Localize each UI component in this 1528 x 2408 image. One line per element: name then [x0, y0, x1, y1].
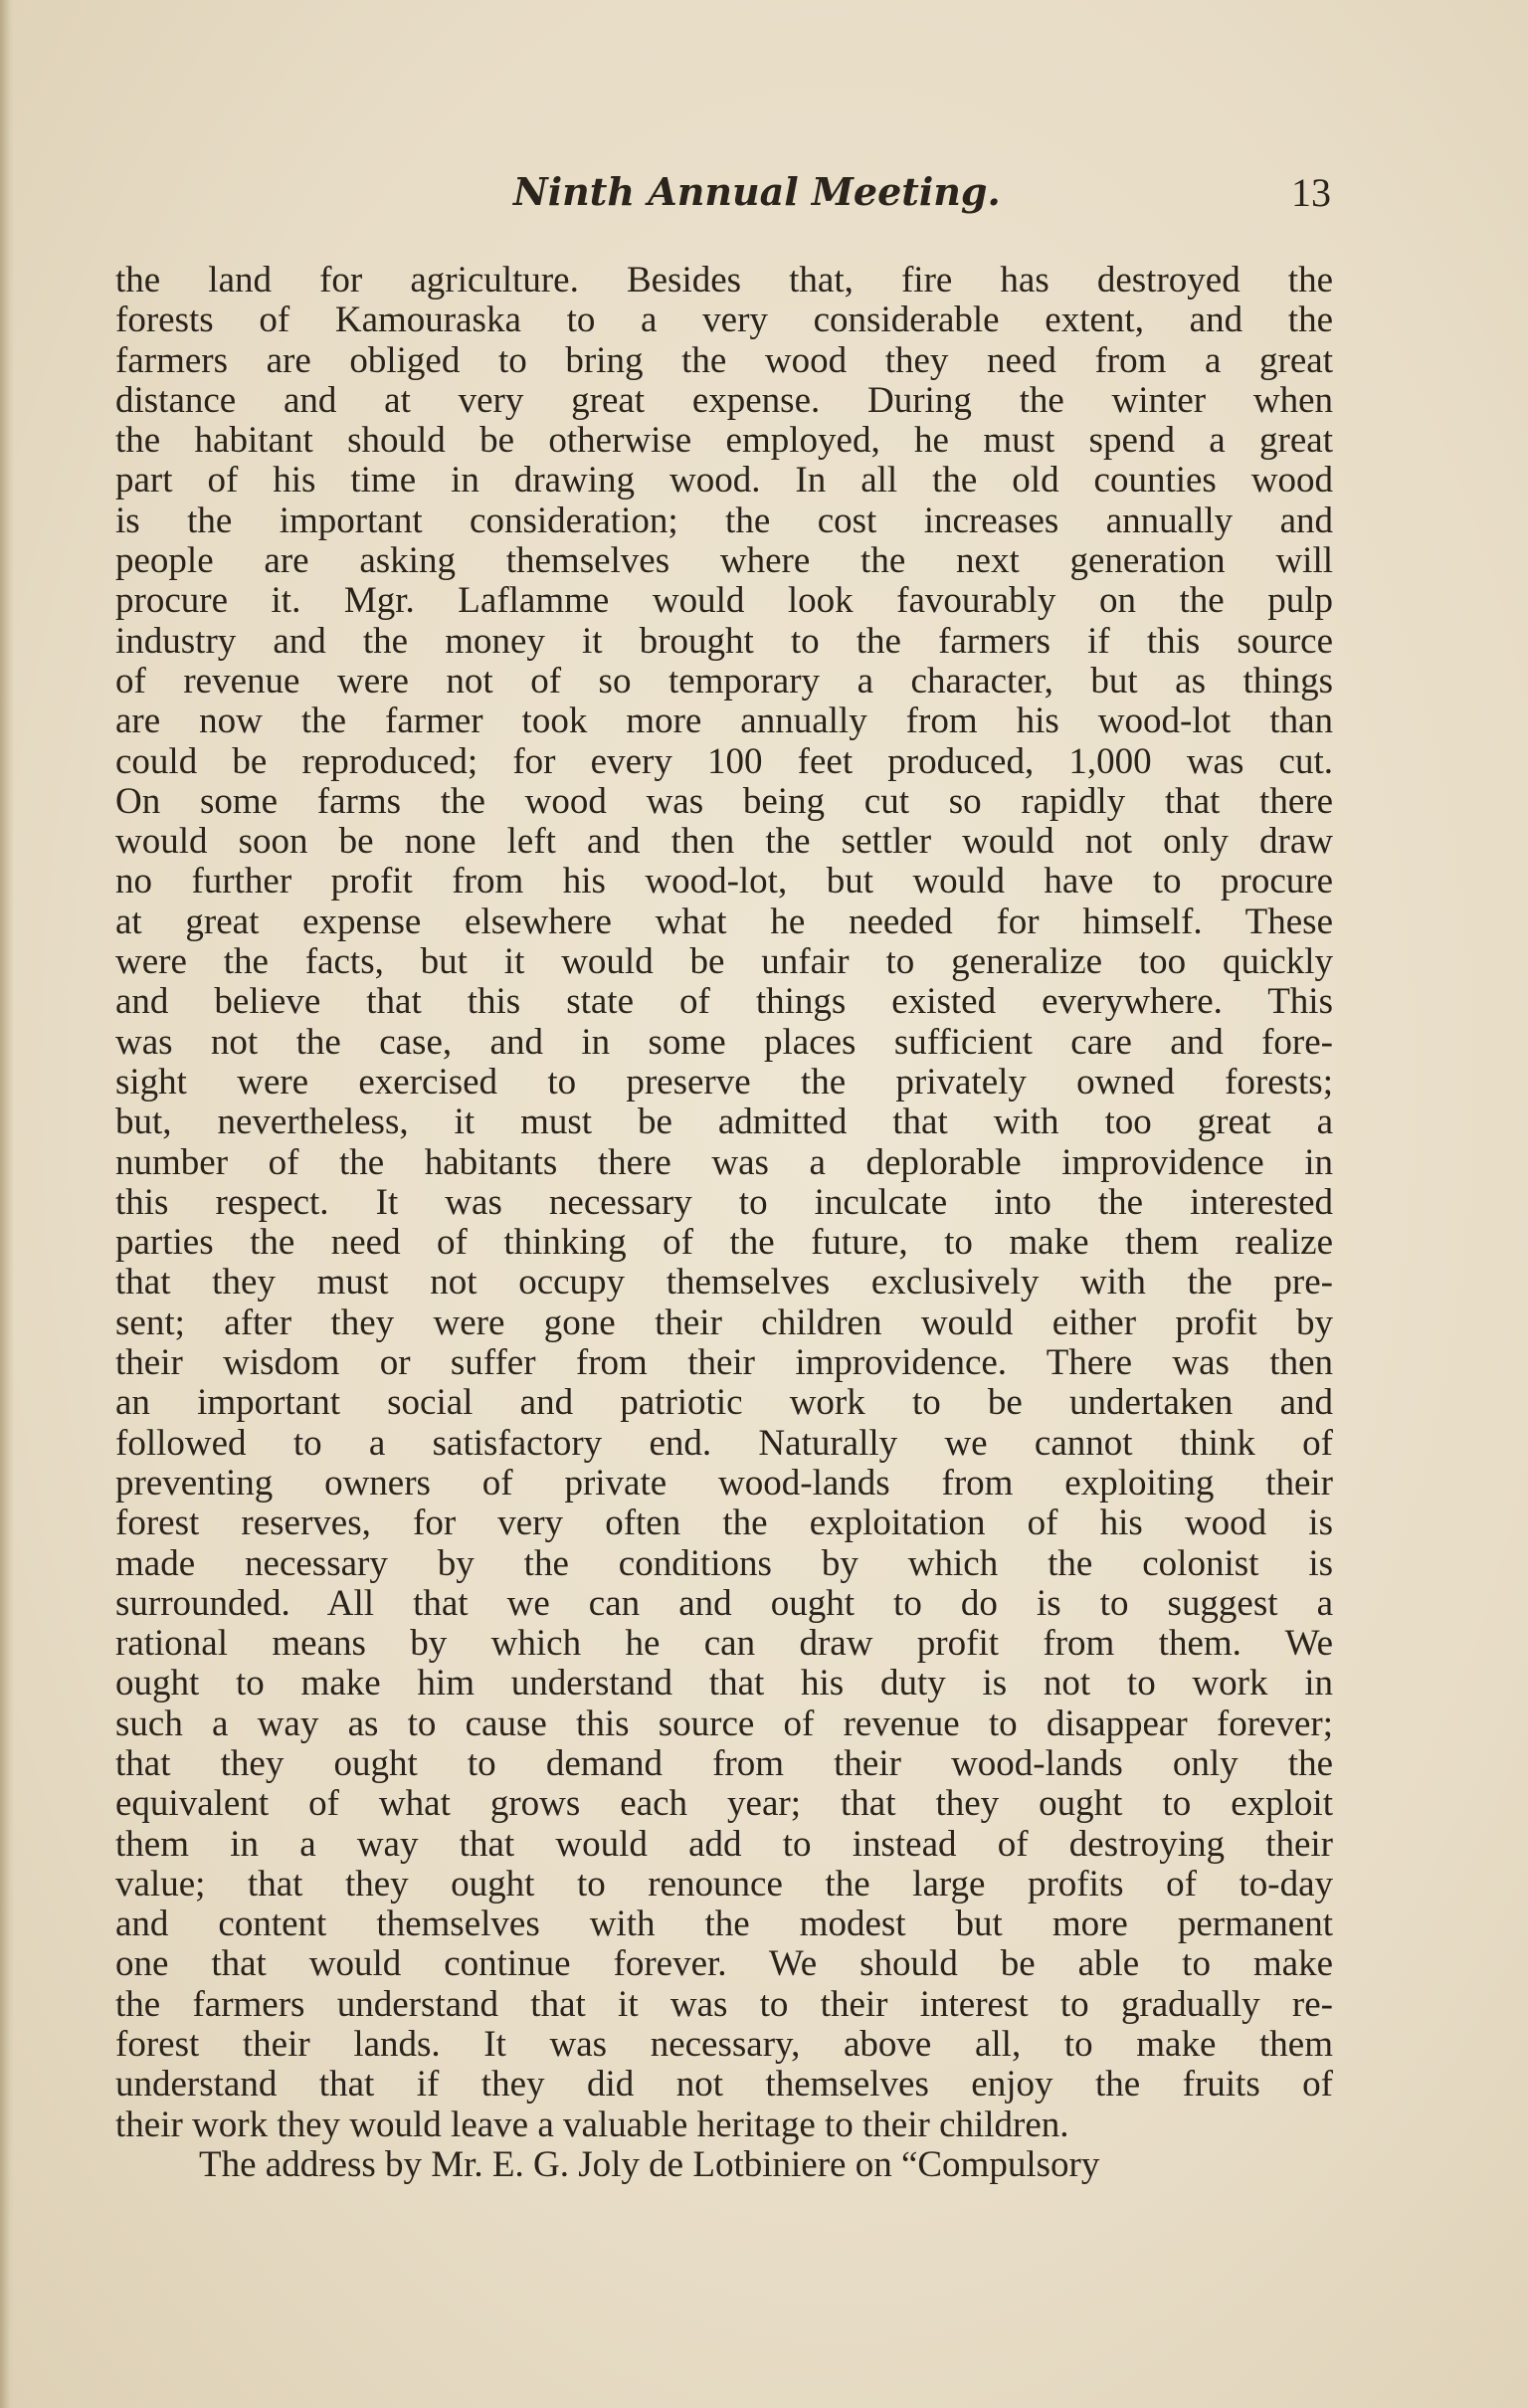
text-line: this respect. It was necessary to inculcate into the interested [115, 1181, 1333, 1223]
text-line: farmers are obliged to bring the wood they need from a great [115, 339, 1333, 381]
text-line: part of his time in drawing wood. In all the old counties wood [115, 460, 1333, 502]
text-line: followed to a satisfactory end. Naturally we cannot think of [115, 1422, 1333, 1464]
text-line: distance and at very great expense. During the winter when [115, 379, 1333, 421]
text-line: surrounded. All that we can and ought to do is to suggest a [115, 1582, 1333, 1624]
text-line: industry and the money it brought to the farmers if this source [115, 620, 1333, 662]
text-line: that they ought to demand from their wood-lands only the [115, 1742, 1333, 1784]
text-line: ought to make him understand that his duty is not to work in [115, 1663, 1333, 1705]
text-line: an important social and patriotic work to be undertaken and [115, 1382, 1333, 1424]
text-line: of revenue were not of so temporary a character, but as things [115, 660, 1333, 702]
text-line: the land for agriculture. Besides that, fire has destroyed the [115, 260, 1333, 301]
text-line: but, nevertheless, it must be admitted that with too great a [115, 1102, 1333, 1143]
text-line: is the important consideration; the cost increases annually and [115, 500, 1333, 541]
text-line: preventing owners of private wood-lands from exploiting their [115, 1462, 1333, 1504]
text-line: their work they would leave a valuable heritage to their children. [115, 2104, 1069, 2145]
text-line: made necessary by the conditions by which the colonist is [115, 1542, 1333, 1584]
text-line: such a way as to cause this source of revenue to disappear forever; [115, 1703, 1333, 1744]
body-text [115, 261, 1333, 2185]
text-line: their wisdom or suffer from their improvidence. There was then [115, 1342, 1333, 1384]
text-line: forest reserves, for very often the exploitation of his wood is [115, 1503, 1333, 1544]
text-line: and believe that this state of things existed everywhere. This [115, 981, 1333, 1023]
text-line: procure it. Mgr. Laflamme would look favourably on the pulp [115, 580, 1333, 622]
text-line: at great expense elsewhere what he needed for himself. These [115, 901, 1333, 942]
text-line: forests of Kamouraska to a very considerable extent, and the [115, 300, 1333, 341]
text-line: value; that they ought to renounce the large profits of to-day [115, 1863, 1333, 1905]
text-line: could be reproduced; for every 100 feet produced, 1,000 was cut. [115, 740, 1333, 782]
text-line: the habitant should be otherwise employed, he must spend a great [115, 420, 1333, 462]
text-line: equivalent of what grows each year; that they ought to exploit [115, 1783, 1333, 1825]
text-line: On some farms the wood was being cut so rapidly that there [115, 780, 1333, 822]
text-line: number of the habitants there was a deplorable improvidence in [115, 1141, 1333, 1183]
text-line: them in a way that would add to instead of destroying their [115, 1823, 1333, 1865]
running-head: Ninth Annual Meeting. [513, 169, 1001, 214]
paragraph-start-line: The address by Mr. E. G. Joly de Lotbiniere on “Compulsory [199, 2143, 1100, 2185]
text-line: the farmers understand that it was to their interest to gradually re- [115, 1983, 1333, 2025]
text-line: parties the need of thinking of the future, to make them realize [115, 1222, 1333, 1264]
text-line: rational means by which he can draw profit from them. We [115, 1623, 1333, 1665]
text-line: understand that if they did not themselves enjoy the fruits of [115, 2064, 1333, 2106]
binding-edge [0, 0, 14, 2408]
text-line: no further profit from his wood-lot, but would have to procure [115, 861, 1333, 903]
page-number: 13 [1291, 170, 1331, 215]
text-line: was not the case, and in some places sufficient care and fore- [115, 1021, 1333, 1063]
text-line: that they must not occupy themselves exclusively with the pre- [115, 1262, 1333, 1304]
text-line: were the facts, but it would be unfair to generalize too quickly [115, 941, 1333, 983]
text-line: sent; after they were gone their children would either profit by [115, 1302, 1333, 1343]
text-line: and content themselves with the modest but more permanent [115, 1904, 1333, 1945]
page-header [0, 169, 1528, 229]
text-line: sight were exercised to preserve the privately owned forests; [115, 1061, 1333, 1103]
text-line: are now the farmer took more annually from his wood-lot than [115, 701, 1333, 742]
text-line: people are asking themselves where the next generation will [115, 540, 1333, 582]
text-line: forest their lands. It was necessary, above all, to make them [115, 2024, 1333, 2066]
text-line: one that would continue forever. We should be able to make [115, 1943, 1333, 1985]
text-line: would soon be none left and then the settler would not only draw [115, 821, 1333, 863]
